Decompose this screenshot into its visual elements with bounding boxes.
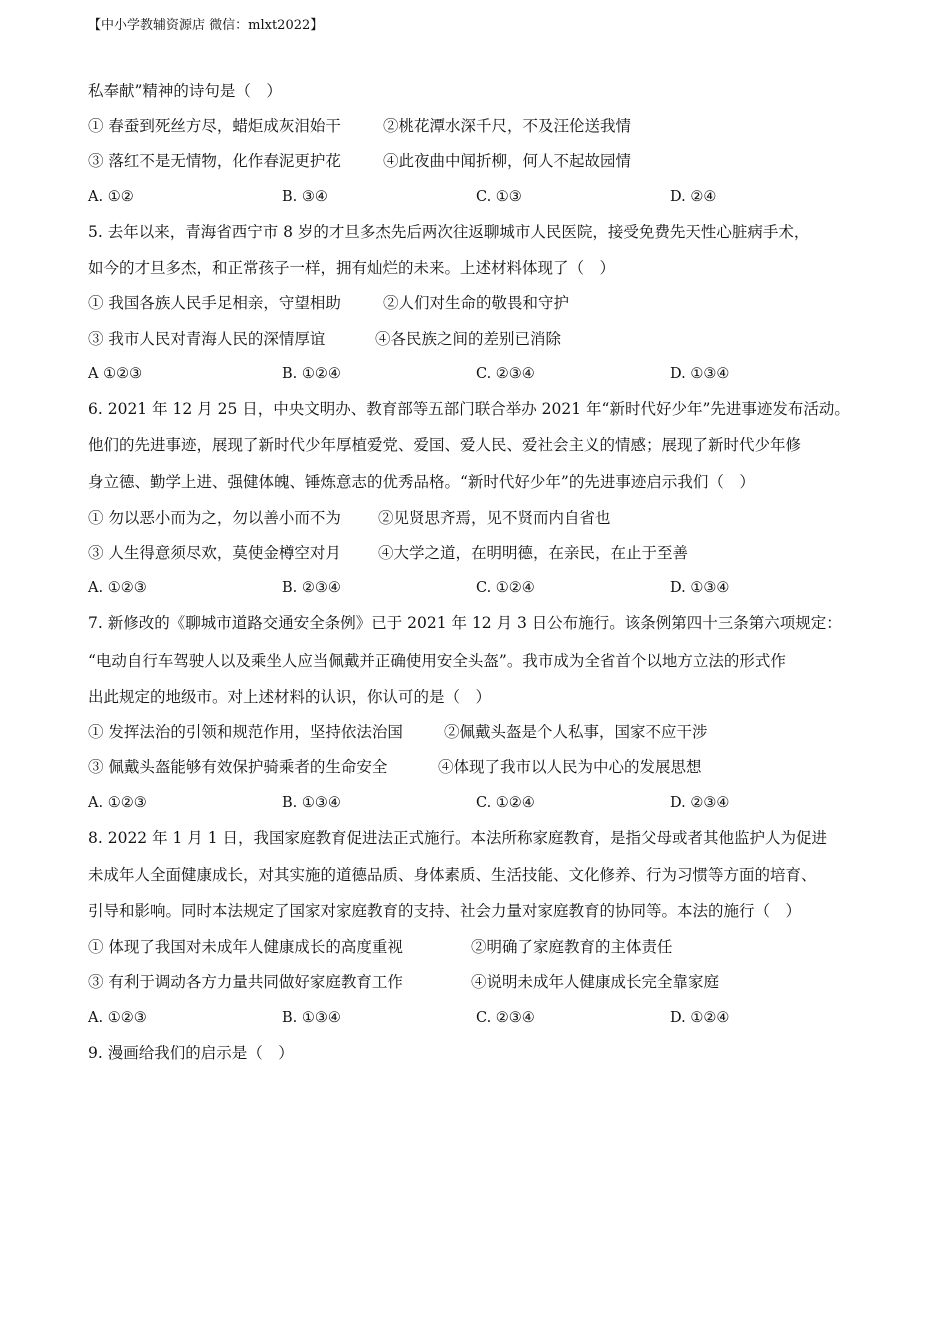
q8-item-3: ③ 有利于调动各方力量共同做好家庭教育工作 <box>88 973 403 991</box>
q8-option-a: A. ①②③ <box>88 1010 147 1026</box>
q7-items-row1 <box>88 722 868 742</box>
q7-items-row2 <box>88 757 868 777</box>
q7-option-b: B. ①③④ <box>282 795 341 811</box>
q6-items-row2 <box>88 543 868 563</box>
q7-item-4: ④体现了我市以人民为中心的发展思想 <box>438 758 702 776</box>
q9-stem: 9. 漫画给我们的启示是（ ） <box>88 1044 294 1062</box>
q7-stem-line3: 出此规定的地级市。对上述材料的认识，你认可的是（ ） <box>88 688 492 706</box>
q8-option-b: B. ①③④ <box>282 1010 341 1026</box>
q5-options <box>88 364 868 384</box>
q8-stem-line3: 引导和影响。同时本法规定了国家对家庭教育的支持、社会力量对家庭教育的协同等。本法的施行（ ） <box>88 902 802 920</box>
q8-items-row1 <box>88 937 868 957</box>
q4-item-4: ④此夜曲中闻折柳，何人不起故园情 <box>383 152 632 170</box>
q8-item-2: ②明确了家庭教育的主体责任 <box>471 938 673 956</box>
q6-item-1: ① 勿以恶小而为之，勿以善小而不为 <box>88 509 341 527</box>
q7-stem-line1: 7. 新修改的《聊城市道路交通安全条例》已于 2021 年 12 月 3 日公布施行。该条例第四十三条第六项规定： <box>88 614 842 632</box>
q6-item-2: ②见贤思齐焉，见不贤而内自省也 <box>378 509 611 527</box>
q8-item-1: ① 体现了我国对未成年人健康成长的高度重视 <box>88 938 403 956</box>
q5-option-d: D. ①③④ <box>670 366 730 382</box>
q4-option-b: B. ③④ <box>282 189 328 205</box>
q8-option-d: D. ①②④ <box>670 1010 730 1026</box>
q6-options <box>88 578 868 598</box>
q6-option-b: B. ②③④ <box>282 580 341 596</box>
q6-stem-line1: 6. 2021 年 12 月 25 日，中央文明办、教育部等五部门联合举办 2021 年“新时代好少年”先进事迹发布活动。 <box>88 400 850 418</box>
q4-option-d: D. ②④ <box>670 189 717 205</box>
q5-item-3: ③ 我市人民对青海人民的深情厚谊 <box>88 330 326 348</box>
q8-option-c: C. ②③④ <box>476 1010 535 1026</box>
page-header: 【中小学教辅资源店 微信：mlxt2022】 <box>88 18 324 33</box>
q7-options <box>88 793 868 813</box>
q8-items-row2 <box>88 972 868 992</box>
q4-items-row2 <box>88 151 868 171</box>
q8-item-4: ④说明未成年人健康成长完全靠家庭 <box>471 973 720 991</box>
q5-option-a: A ①②③ <box>88 366 143 382</box>
q5-item-1: ① 我国各族人民手足相亲，守望相助 <box>88 294 341 312</box>
q5-stem-line2: 如今的才旦多杰，和正常孩子一样，拥有灿烂的未来。上述材料体现了（ ） <box>88 259 616 277</box>
q7-option-a: A. ①②③ <box>88 795 147 811</box>
q5-items-row1 <box>88 293 868 313</box>
q6-option-c: C. ①②④ <box>476 580 535 596</box>
q7-item-2: ②佩戴头盔是个人私事，国家不应干涉 <box>444 723 708 741</box>
q8-stem-line1: 8. 2022 年 1 月 1 日，我国家庭教育促进法正式施行。本法所称家庭教育，是指父母或者其他监护人为促进 <box>88 829 828 847</box>
q6-stem-line2: 他们的先进事迹，展现了新时代少年厚植爱党、爱国、爱人民、爱社会主义的情感；展现了新时代少年修 <box>88 436 802 454</box>
q4-item-3: ③ 落红不是无情物，化作春泥更护花 <box>88 152 341 170</box>
q5-option-b: B. ①②④ <box>282 366 341 382</box>
q5-item-4: ④各民族之间的差别已消除 <box>375 330 562 348</box>
q4-item-1: ① 春蚕到死丝方尽，蜡炬成灰泪始干 <box>88 117 341 135</box>
q6-item-4: ④大学之道，在明明德，在亲民，在止于至善 <box>378 544 689 562</box>
q6-option-a: A. ①②③ <box>88 580 147 596</box>
q4-stem: 私奉献”精神的诗句是（ ） <box>88 82 282 100</box>
q4-option-c: C. ①③ <box>476 189 522 205</box>
q6-stem-line3: 身立德、勤学上进、强健体魄、锤炼意志的优秀品格。“新时代好少年”的先进事迹启示我们（ ） <box>88 473 755 491</box>
q7-stem-line2: “电动自行车驾驶人以及乘坐人应当佩戴并正确使用安全头盔”。我市成为全省首个以地方立法的形式作 <box>88 652 786 670</box>
q7-option-d: D. ②③④ <box>670 795 730 811</box>
q6-items-row1 <box>88 508 868 528</box>
q8-options <box>88 1008 868 1028</box>
q8-stem-line2: 未成年人全面健康成长，对其实施的道德品质、身体素质、生活技能、文化修养、行为习惯等方面的培育、 <box>88 866 817 884</box>
q7-item-1: ① 发挥法治的引领和规范作用，坚持依法治国 <box>88 723 403 741</box>
q4-option-a: A. ①② <box>88 189 134 205</box>
q4-options <box>88 187 868 207</box>
q7-item-3: ③ 佩戴头盔能够有效保护骑乘者的生命安全 <box>88 758 388 776</box>
q4-item-2: ②桃花潭水深千尺，不及汪伦送我情 <box>383 117 632 135</box>
q5-stem-line1: 5. 去年以来，青海省西宁市 8 岁的才旦多杰先后两次往返聊城市人民医院，接受免费先天性心脏病手术， <box>88 223 810 241</box>
q5-option-c: C. ②③④ <box>476 366 535 382</box>
q5-item-2: ②人们对生命的敬畏和守护 <box>383 294 570 312</box>
q6-item-3: ③ 人生得意须尽欢，莫使金樽空对月 <box>88 544 341 562</box>
q5-items-row2 <box>88 329 868 349</box>
q6-option-d: D. ①③④ <box>670 580 730 596</box>
q4-items-row1 <box>88 116 868 136</box>
q7-option-c: C. ①②④ <box>476 795 535 811</box>
